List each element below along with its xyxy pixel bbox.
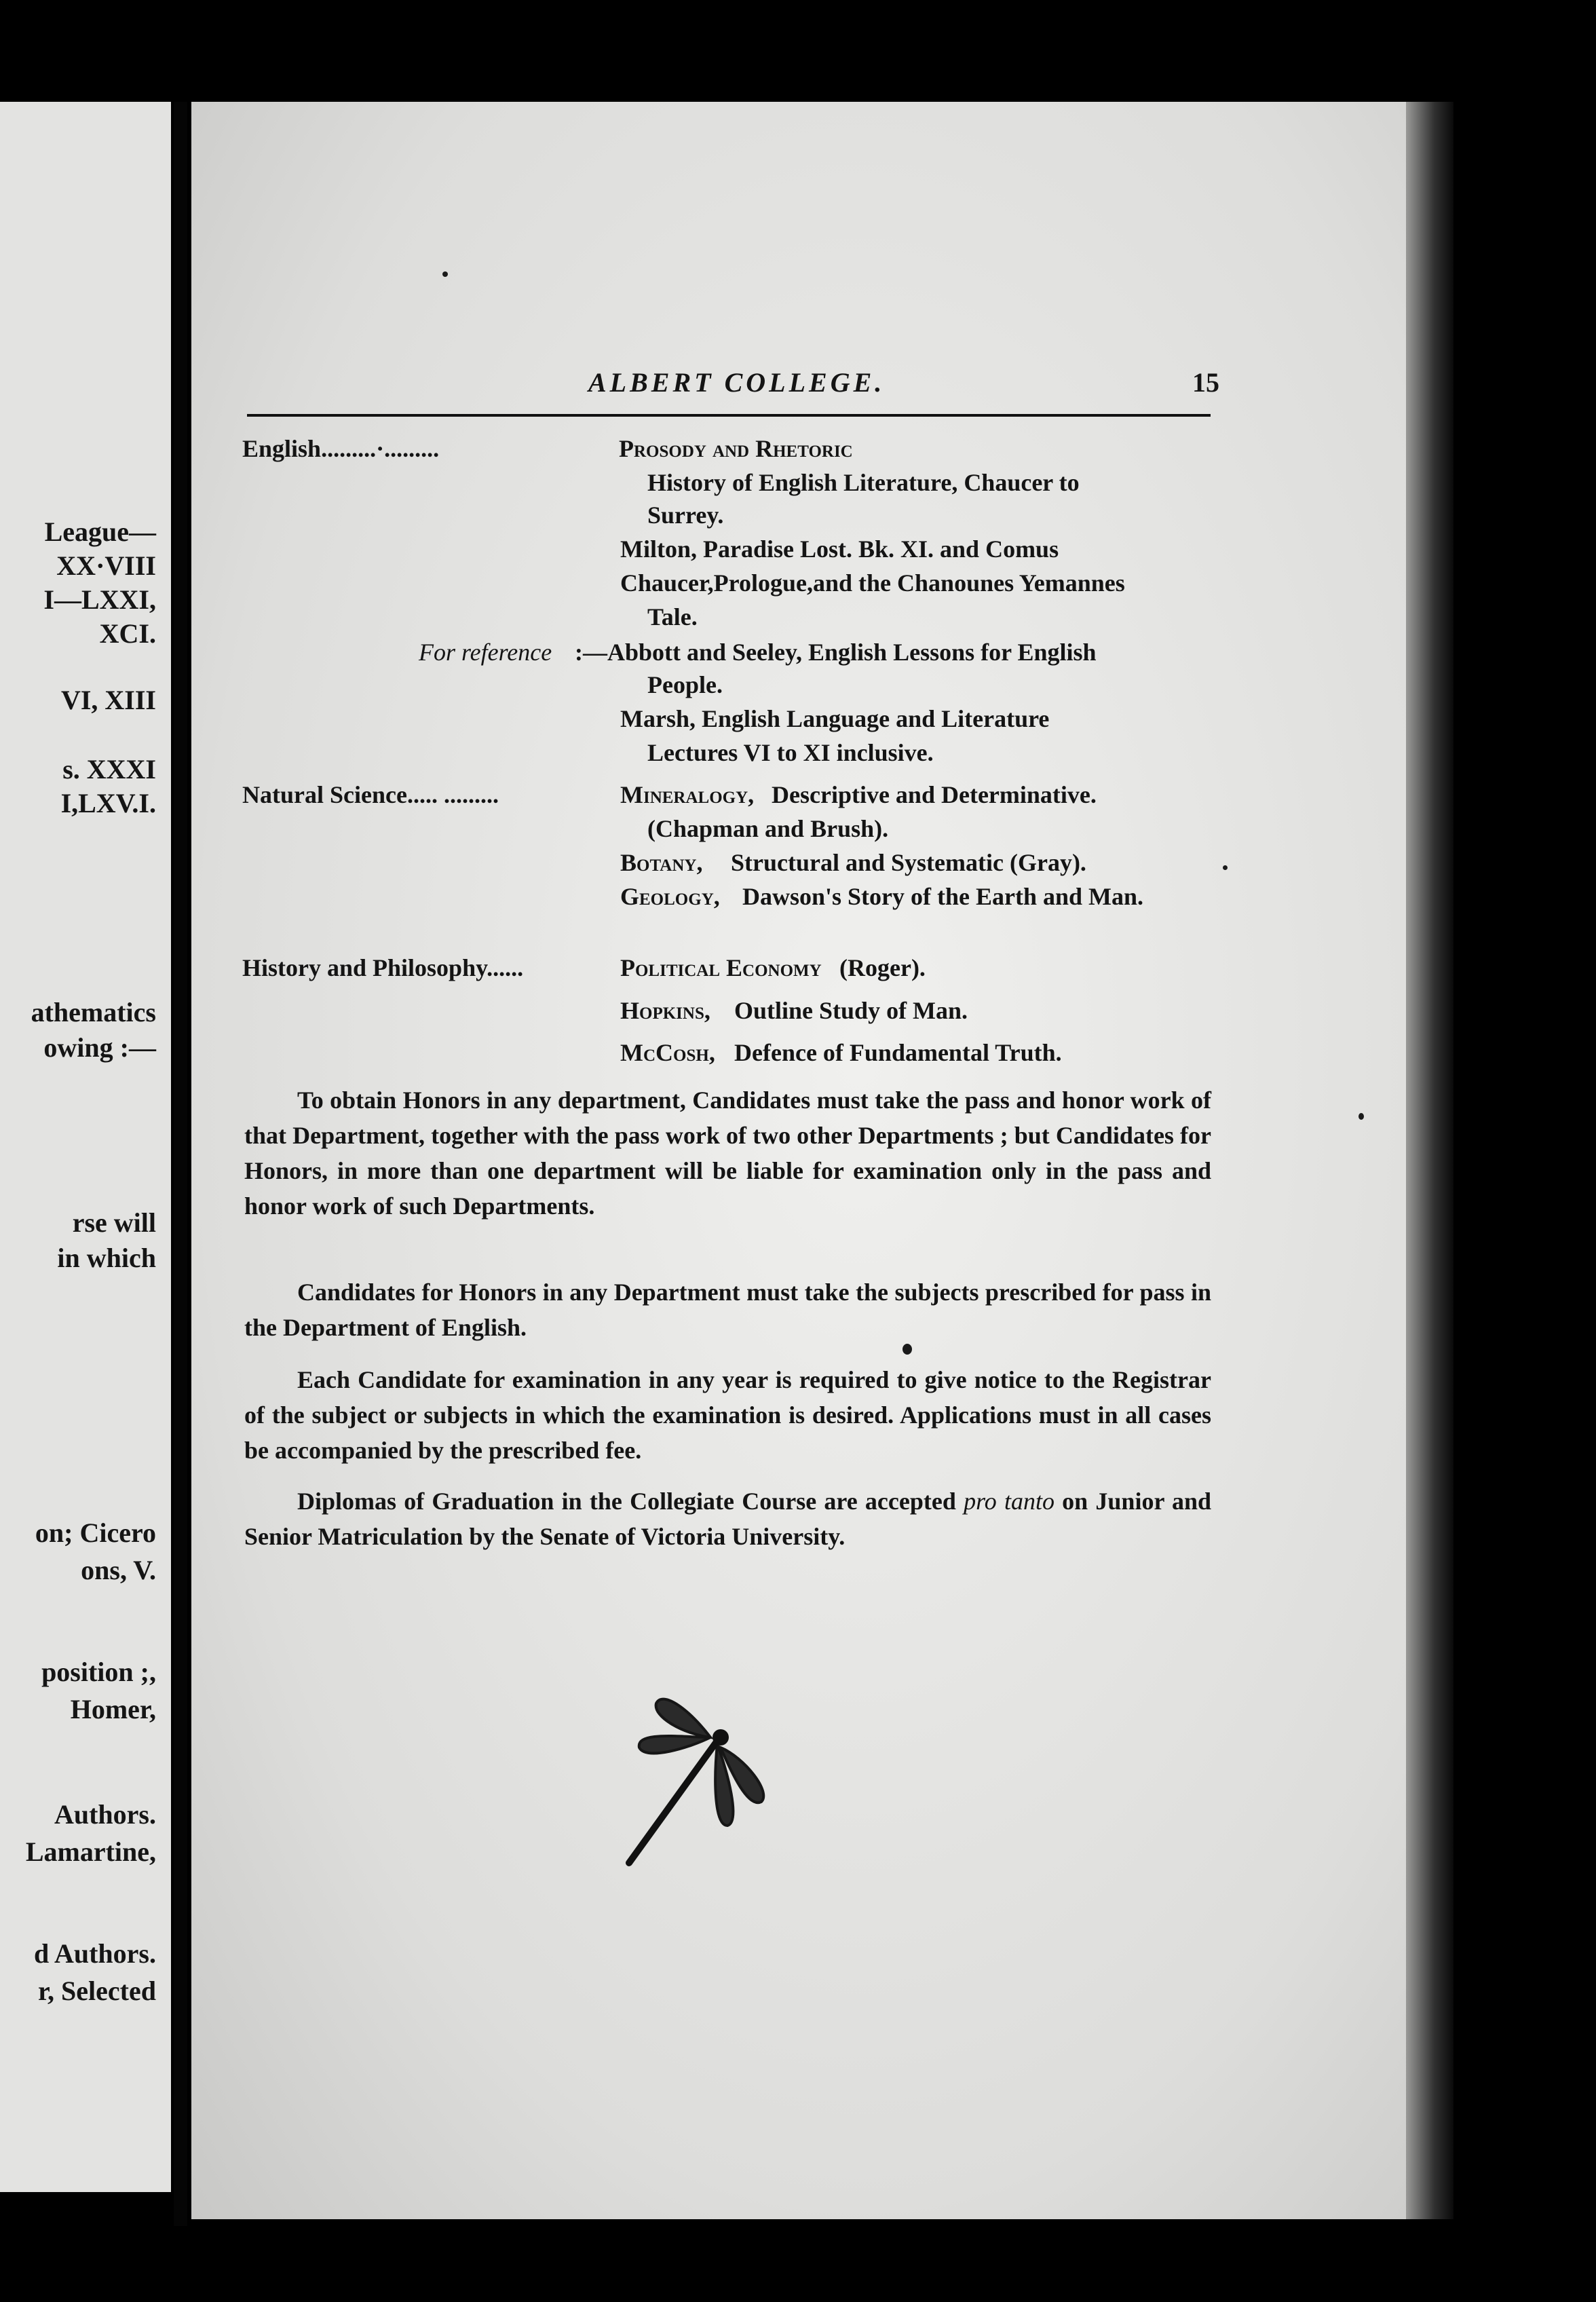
gutter-divider	[174, 102, 187, 2226]
left-line: on; Cicero	[35, 1517, 156, 1548]
pass-english-paragraph: Candidates for Honors in any Department must take the subjects prescribed for pass in the Department of English.	[244, 1279, 1211, 1341]
reference-label: For reference	[419, 639, 552, 666]
page-number: 15	[1192, 367, 1219, 398]
left-line: Authors.	[54, 1799, 156, 1830]
natural-science-label: Natural Science..... .........	[242, 781, 499, 808]
left-line: I—LXXI,	[43, 584, 156, 615]
english-line: Milton, Paradise Lost. Bk. XI. and Comus	[620, 535, 1059, 563]
diplomas-paragraph	[244, 1484, 1211, 1554]
left-line: s. XXXI	[62, 754, 156, 785]
page-15	[191, 102, 1406, 2219]
left-line: VI, XIII	[60, 685, 156, 715]
mccosh-text: Defence of Fundamental Truth.	[734, 1039, 1062, 1066]
geology-head: Geology,	[620, 883, 720, 910]
dust-speck	[1223, 865, 1228, 870]
geology-text: Dawson's Story of the Earth and Man.	[742, 883, 1144, 910]
left-line: in which	[57, 1243, 156, 1273]
left-page-fragment	[0, 102, 171, 2192]
dust-speck	[902, 1344, 912, 1355]
left-line: League—	[44, 516, 156, 547]
reference-line: Lectures VI to XI inclusive.	[647, 739, 934, 766]
left-line: ons, V.	[81, 1555, 156, 1585]
mineralogy-head: Mineralogy,	[620, 781, 755, 808]
botany-text: Structural and Systematic (Gray).	[731, 849, 1086, 876]
english-label: English.........·.........	[242, 435, 440, 462]
diplomas-pro-tanto: pro tanto	[964, 1488, 1054, 1515]
dust-speck	[442, 271, 448, 277]
honors-paragraph: To obtain Honors in any department, Candidates must take the pass and honor work of that Department, together with the pass work of two other Departments ; but Candidates for Honors, in more than one department will be liable for examination only in the pass and honor work of such Departments.	[244, 1087, 1211, 1220]
botany-head: Botany,	[620, 849, 703, 876]
economy-text: (Roger).	[839, 954, 926, 981]
history-philosophy-label: History and Philosophy......	[242, 954, 524, 981]
left-line: position ;,	[41, 1657, 156, 1687]
running-head: ALBERT COLLEGE.	[588, 367, 886, 398]
left-line: I,LXV.I.	[60, 788, 156, 818]
header-rule	[247, 414, 1211, 417]
left-line: Homer,	[70, 1694, 156, 1724]
reference-line: Marsh, English Language and Literature	[620, 705, 1050, 732]
mineralogy-text: Descriptive and Determinative.	[772, 781, 1097, 808]
left-line: XX·VIII	[56, 550, 156, 581]
left-line: r, Selected	[37, 1976, 156, 2006]
english-subject: Prosody and Rhetoric	[619, 435, 853, 462]
economy-head: Political Economy	[620, 954, 822, 981]
diplomas-text-b: on Junior and Senior Matriculation by the Senate of Victoria University.	[244, 1488, 1212, 1550]
page-edge-shadow	[1406, 102, 1454, 2219]
english-line: History of English Literature, Chaucer to	[647, 469, 1080, 496]
left-line: XCI.	[99, 618, 156, 649]
reference-line: :—Abbott and Seeley, English Lessons for English	[575, 639, 1097, 666]
hopkins-text: Outline Study of Man.	[734, 997, 968, 1024]
hopkins-head: Hopkins,	[620, 997, 710, 1024]
dust-speck	[1358, 1113, 1364, 1120]
left-line: rse will	[72, 1207, 156, 1238]
notice-paragraph: Each Candidate for examination in any year is required to give notice to the Registrar of the subject or subjects in which the examination is desired. Applications must in all cases be accompanied by the prescribed fee.	[244, 1366, 1211, 1464]
english-line: Surrey.	[647, 502, 724, 529]
english-line: Tale.	[647, 603, 698, 630]
left-line: Lamartine,	[25, 1836, 156, 1867]
reference-line: People.	[647, 671, 723, 698]
left-line: athematics	[31, 997, 156, 1027]
left-line: d Authors.	[33, 1938, 156, 1969]
english-line: Chaucer,Prologue,and the Chanounes Yemannes	[620, 569, 1125, 597]
diplomas-text-a: Diplomas of Graduation in the Collegiate Course are accepted	[297, 1488, 956, 1515]
left-line: owing :—	[43, 1032, 156, 1063]
mineralogy-cont: (Chapman and Brush).	[647, 815, 889, 842]
dragonfly-ornament	[609, 1683, 799, 1873]
mccosh-head: McCosh,	[620, 1039, 715, 1066]
